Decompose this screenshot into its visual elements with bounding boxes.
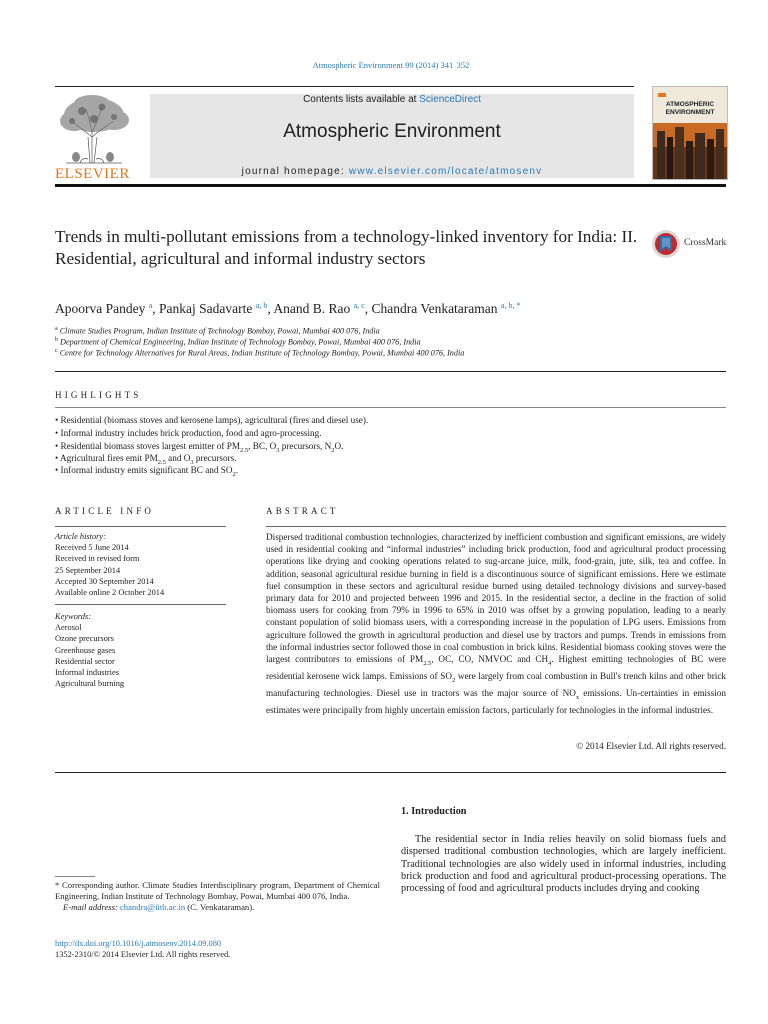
author-list: Apoorva Pandey $^a$, Pankaj Sadavarte $^{a, b}$, Anand B. Rao $^{a, c}$, Chandra Venkataraman $^{a, b, *}$ — [55, 301, 521, 316]
history-item: Accepted 30 September 2014 — [55, 576, 154, 586]
highlight-text: Informal industry emits significant BC and SO — [60, 465, 233, 475]
highlights-heading: HIGHLIGHTS — [55, 390, 142, 400]
cover-title-line1: ATMOSPHERIC — [665, 101, 715, 108]
introduction-paragraph: The residential sector in India relies heavily on solid biomass fuels and dispersed traditional combustion technologies, which are largely inefficient. Traditional technologies are also widely used in informal industries, including brick production and food and agricultural product-processing operations. The processing of food and agricultural products includes drying and cooking — [401, 834, 726, 895]
author-affiliation-sup[interactable]: a — [148, 301, 153, 310]
journal-citation[interactable]: Atmospheric Environment 99 (2014) 341 352 — [312, 60, 470, 70]
affiliation-text: Department of Chemical Engineering, Indian Institute of Technology Bombay, Powai, Mumbai 400 076, India — [60, 337, 421, 347]
subscript: 2.5 — [240, 446, 249, 454]
author-name[interactable]: Chandra Venkataraman — [371, 301, 498, 316]
highlight-item: • Informal industry includes brick production, food and agro-processing. — [55, 428, 322, 438]
divider-below-abstract — [55, 772, 726, 773]
highlight-text: Residential biomass stoves largest emitter of PM — [60, 441, 240, 451]
history-label: Article history: — [55, 532, 106, 541]
header-top-rule — [55, 86, 634, 87]
email-link[interactable]: chandra@iitb.ac.in — [119, 902, 186, 912]
cover-title-line2: ENVIRONMENT — [665, 109, 715, 116]
subscript: 2 — [331, 446, 335, 454]
keyword: Aerosol — [55, 623, 82, 633]
subscript: 4 — [548, 659, 552, 667]
article-title: Trends in multi-pollutant emissions from a technology-linked inventory for India: II. Residential, agricultural and informal industry sectors — [55, 227, 638, 268]
keywords-label: Keywords: — [55, 612, 91, 621]
introduction-text — [401, 834, 726, 895]
introduction-heading: 1. Introduction — [401, 806, 467, 817]
abstract-body — [266, 531, 726, 716]
affiliation-a — [55, 326, 380, 336]
author-name[interactable]: Pankaj Sadavarte — [159, 301, 253, 316]
affiliation-text: Centre for Technology Alternatives for Rural Areas, Indian Institute of Technology Bombay, Powai, Mumbai 400 076, India — [59, 348, 465, 358]
author-name[interactable]: Apoorva Pandey — [55, 301, 146, 316]
abstract-copyright: © 2014 Elsevier Ltd. All rights reserved. — [576, 741, 726, 751]
highlight-item: • Informal industry emits significant BC and $SO_2$. — [55, 465, 239, 478]
highlight-item: • Residential (biomass stoves and kerosene lamps), agricultural (fires and diesel use). — [55, 415, 369, 425]
highlight-text: precursors, N — [279, 441, 332, 451]
highlight-text: , BC, O — [248, 441, 277, 451]
divider-above-highlights — [55, 371, 726, 372]
keyword: Greenhouse gases — [55, 645, 116, 655]
homepage-link[interactable]: www.elsevier.com/locate/atmosenv — [348, 166, 543, 177]
keyword: Ozone precursors — [55, 634, 114, 644]
history-item: Received in revised form — [55, 554, 140, 564]
footnote-rule — [55, 876, 95, 877]
keywords-rule — [55, 604, 226, 605]
doi-link[interactable]: http://dx.doi.org/10.1016/j.atmosenv.2014.09.080 — [55, 939, 222, 948]
article-history — [55, 531, 164, 598]
highlight-text: O. — [334, 441, 344, 451]
affiliation-b — [55, 337, 421, 347]
footnote-text: (C. Venkataraman). — [185, 902, 255, 912]
highlights-rule — [55, 407, 726, 408]
header-bottom-rule — [55, 184, 726, 187]
keyword: Informal industries — [55, 668, 119, 678]
email-label: E-mail address: — [63, 902, 120, 912]
subscript: x — [575, 693, 580, 701]
article-info-heading: ARTICLE INFO — [55, 506, 155, 516]
keywords-list — [55, 611, 124, 689]
corresponding-author-footnote — [55, 880, 380, 913]
article-info-rule — [55, 526, 226, 527]
highlight-item: • Residential biomass stoves largest emitter of $PM_{2.5}$, BC, $O_3$ precursors, $N_2O$. — [55, 441, 344, 454]
author-affiliation-sup[interactable]: a, b, * — [500, 301, 521, 310]
abstract-text: . Highest emitting technologies of BC were residential kerosene wick lamps. Emissions of SO — [266, 654, 726, 682]
keyword: Agricultural burning — [55, 679, 125, 689]
journal-cover-image[interactable] — [652, 86, 728, 180]
author-affiliation-sup[interactable]: a, c — [353, 301, 365, 310]
crossmark-icon — [651, 229, 681, 259]
abstract-heading: ABSTRACT — [266, 506, 339, 516]
highlight-text: Informal industry includes brick production, food and agro-processing. — [60, 428, 322, 438]
crossmark-label: CrossMark — [684, 238, 727, 248]
highlight-text: Agricultural fires emit PM — [60, 453, 158, 463]
abstract-text: Dispersed traditional combustion technologies, characterized by inefficient combustion and significant emissions, are widely used in residential cooking and “informal industries” including brick production, food and agricultural product processing operations like drying and cooking operations related to sug-arcane juice, milk, food-grain, jute, silk, tea and coffee. In addition, seasonal agricultural residue burning in field is a discontinuous source of significant emissions. Here we estimate fuel consumption in these sectors and agricultural residue burned using detailed technology divisions and survey-based primary data for 2010 and projected between 1996 and 2015. In the residential sector, a decline in the fraction of solid biomass users for cooking from 79% in 1996 to 65% in 2010 was offset by a growing population, leading to a nearly constant population of solid biomass users, with a corresponding increase in the population of LPG users. Emissions from agriculture followed the growth in agricultural production and diesel use by tractors and pumps. Trends in emissions from the informal industries sector followed those in coal combustion in brick kilns. Residential biomass cooking stoves were the largest contributors to emissions of PM — [266, 532, 726, 665]
history-item: Available online 2 October 2014 — [55, 588, 165, 598]
subscript: 2.5 — [157, 458, 166, 466]
affiliation-text: Climate Studies Program, Indian Institute of Technology Bombay, Powai, Mumbai 400 076, India — [59, 326, 380, 336]
elsevier-tree-logo — [52, 93, 136, 165]
abstract-text: were largely from coal combustion in Bull's trench kilns and other brick manufacturing technologies. Diesel use in tractors was the major source of NO — [266, 671, 726, 699]
history-item: Received 5 June 2014 — [55, 543, 129, 553]
affiliation-sup: b — [55, 337, 58, 343]
contents-line — [150, 94, 634, 105]
highlight-text: . — [235, 465, 239, 475]
publisher-name: ELSEVIER — [55, 166, 130, 182]
author-name[interactable]: Anand B. Rao — [273, 301, 351, 316]
contents-prefix: Contents lists available at — [303, 94, 420, 105]
homepage-prefix: journal homepage: — [241, 166, 349, 177]
highlight-text: Residential (biomass stoves and kerosene lamps), agricultural (fires and diesel use). — [60, 415, 369, 425]
footnote-text: * Corresponding author. Climate Studies Interdisciplinary program, Department of Chemical Engineering, Indian Institute of Technology Bombay, Powai, Mumbai 400 076, India. — [55, 880, 380, 901]
crossmark-button[interactable] — [651, 229, 727, 264]
history-item: 25 September 2014 — [55, 565, 121, 575]
highlight-item: • Agricultural fires emit $PM_{2.5}$ and $O_3$ precursors. — [55, 453, 237, 466]
affiliation-sup: a — [55, 326, 58, 332]
subscript: 2 — [451, 676, 456, 684]
author-affiliation-sup[interactable]: a, b — [255, 301, 268, 310]
abstract-text: emissions. Un-certainties in emission estimates were principally from highly uncertain emission factors, particularly for technologies in the informal industries. — [266, 688, 726, 716]
subscript: 2 — [232, 470, 236, 478]
affiliation-sup: c — [55, 348, 58, 354]
cover-title — [655, 101, 725, 117]
journal-title: Atmospheric Environment — [283, 121, 501, 142]
subscript: 2.5 — [423, 659, 432, 667]
doi-block — [55, 938, 230, 960]
abstract-text: , OC, CO, NMVOC and CH — [431, 654, 549, 665]
issn-text: 1352-2310/© 2014 Elsevier Ltd. All rights reserved. — [55, 950, 231, 959]
subscript: 3 — [190, 458, 194, 466]
highlight-text: precursors. — [193, 453, 237, 463]
highlight-text: and O — [165, 453, 191, 463]
sciencedirect-link[interactable]: ScienceDirect — [419, 94, 481, 105]
affiliation-c — [55, 348, 464, 358]
abstract-rule — [266, 526, 726, 527]
subscript: 3 — [276, 446, 280, 454]
journal-banner — [150, 94, 634, 178]
keyword: Residential sector — [55, 656, 115, 666]
homepage-line — [150, 166, 634, 177]
